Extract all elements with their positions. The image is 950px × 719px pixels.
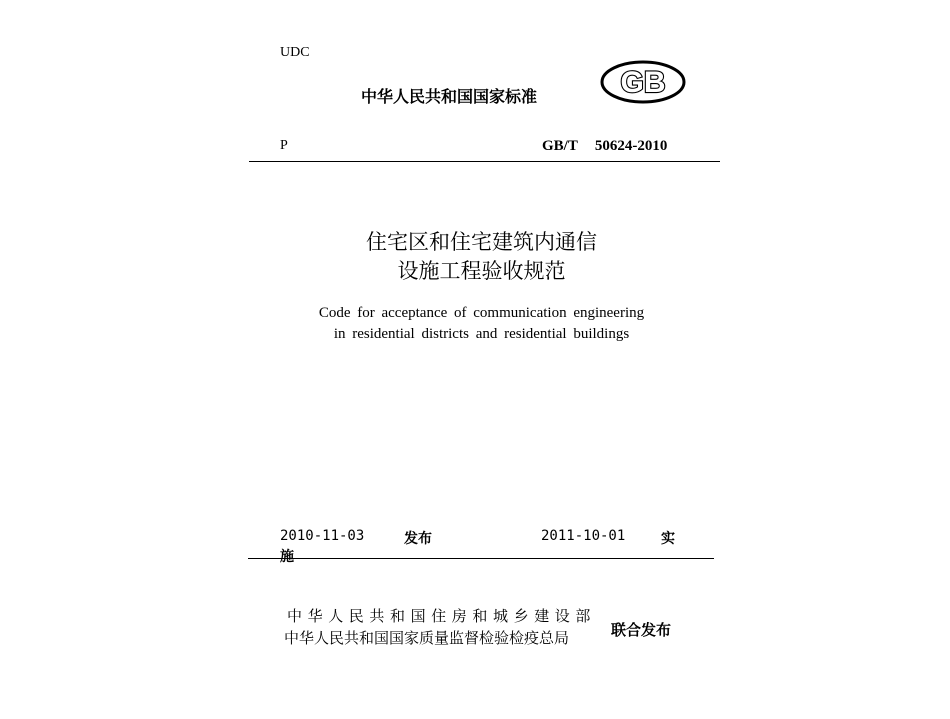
gb-logo-text: GB	[620, 66, 666, 99]
chinese-title	[249, 228, 714, 286]
issue-label: 发布	[404, 531, 432, 547]
standard-code: 50624-2010	[594, 138, 668, 154]
classification-code: P	[280, 138, 288, 153]
udc-label: UDC	[280, 45, 310, 60]
national-standard-heading: 中华人民共和国国家标准	[361, 87, 538, 106]
issuer-aqsiq: 中华人民共和国国家质量监督检验检疫总局	[284, 629, 570, 647]
joint-issue-label: 联合发布	[611, 621, 672, 639]
footer-divider	[248, 558, 714, 559]
gb-logo	[600, 59, 686, 105]
title-zh-line-2: 设施工程验收规范	[397, 259, 566, 283]
implementation-date: 2011-10-01	[541, 528, 626, 544]
implementation-label-part-2: 施	[280, 549, 294, 565]
title-zh-line-1: 住宅区和住宅建筑内通信	[366, 230, 597, 254]
issue-date: 2010-11-03	[280, 528, 365, 544]
issuer-ministry: 中华人民共和国住房和城乡建设部	[287, 607, 597, 625]
english-title	[249, 303, 714, 345]
standard-number	[542, 138, 667, 155]
title-en-line-1: Code for acceptance of communication engineering	[318, 305, 645, 321]
implementation-label-part-1: 实	[661, 531, 675, 547]
header-divider	[249, 161, 720, 162]
title-en-line-2: in residential districts and residential buildings	[333, 326, 630, 342]
standard-prefix: GB/T	[542, 138, 578, 154]
